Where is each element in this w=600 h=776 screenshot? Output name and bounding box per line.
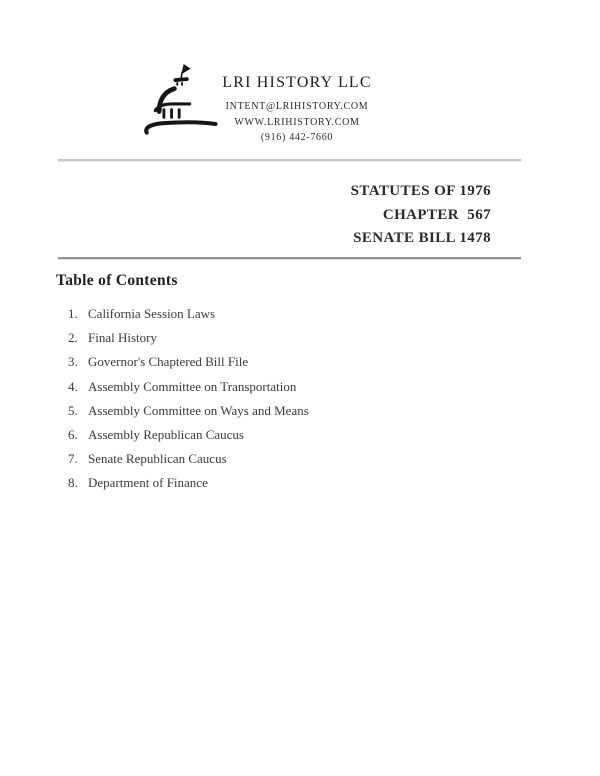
toc-item-label: Department of Finance: [88, 475, 208, 491]
toc-item-number: 2.: [68, 330, 78, 346]
toc-item: [68, 399, 309, 423]
chapter-line: CHAPTER 567: [382, 206, 491, 223]
toc-item: [68, 350, 309, 374]
senate-bill-line: SENATE BILL 1478: [353, 230, 491, 246]
toc-item-label: Senate Republican Caucus: [88, 451, 227, 467]
company-email: INTENT@LRIHISTORY.COM: [225, 101, 369, 112]
company-website: WWW.LRIHISTORY.COM: [234, 116, 360, 128]
toc-item: [68, 471, 309, 495]
toc-item-number: 7.: [68, 451, 78, 467]
toc-item-number: 1.: [68, 306, 78, 321]
toc-item-number: 8.: [68, 475, 78, 491]
toc-item-label: California Session Laws: [88, 306, 216, 321]
statutes-line: STATUTES OF 1976: [350, 183, 491, 199]
company-phone: (916) 442-7660: [260, 132, 334, 143]
toc-item-label: Assembly Republican Caucus: [88, 426, 244, 442]
toc-item: [68, 302, 309, 326]
toc-item-label: Governor's Chaptered Bill File: [88, 354, 249, 370]
letterhead: [167, 74, 427, 146]
toc-item-number: 3.: [68, 354, 78, 370]
reference-divider-rule: [58, 257, 521, 260]
toc-item-label: Assembly Committee on Transportation: [88, 378, 297, 394]
toc-item: [68, 423, 309, 447]
toc-item-label: Final History: [88, 330, 157, 346]
toc-item-label: Assembly Committee on Ways and Means: [88, 402, 309, 418]
toc-item: [68, 375, 309, 399]
toc-list: [68, 302, 309, 496]
toc-item: [68, 447, 309, 471]
toc-title: Table of Contents: [56, 272, 178, 289]
toc-item-number: 4.: [68, 378, 78, 394]
company-name: LRI HISTORY LLC: [222, 74, 372, 91]
toc-item-number: 6.: [68, 426, 78, 442]
toc-item-number: 5.: [68, 402, 78, 418]
bill-reference-block: [351, 180, 491, 251]
header-divider-rule: [58, 159, 521, 162]
toc-item: [68, 326, 309, 350]
